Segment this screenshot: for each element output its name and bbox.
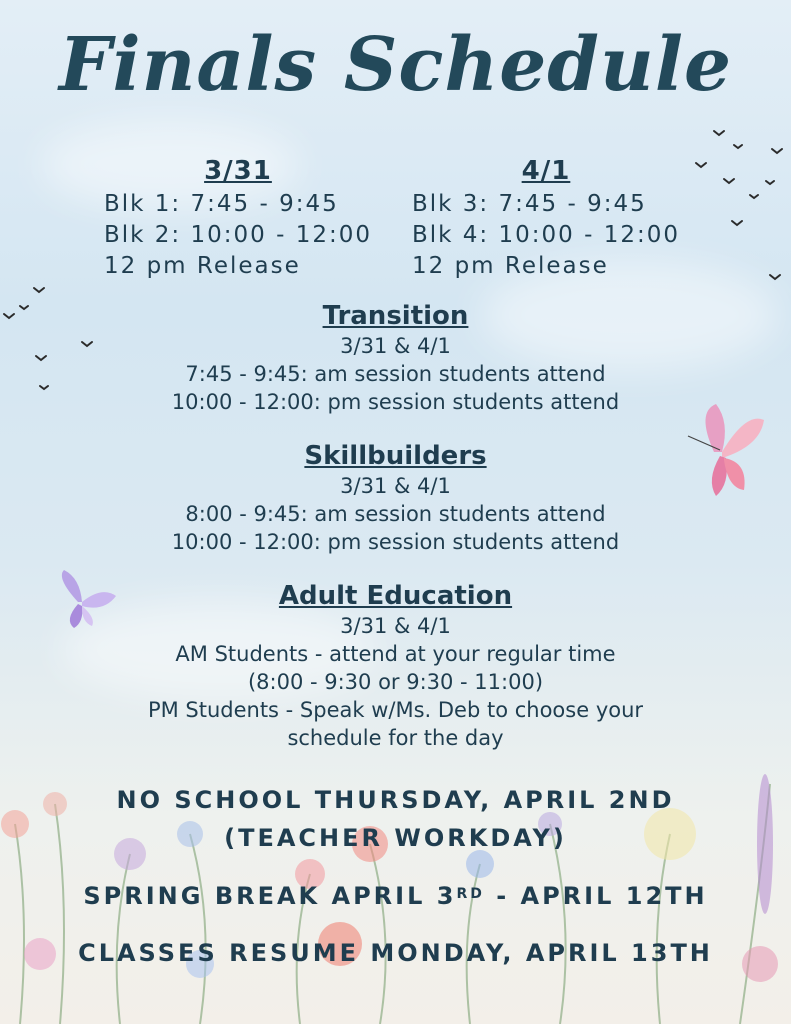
- adult-education-line: PM Students - Speak w/Ms. Deb to choose your: [147, 698, 644, 722]
- butterfly-icon: [52, 568, 118, 630]
- day2-heading: 4/1: [521, 156, 571, 186]
- skillbuilders-line: 10:00 - 12:00: pm session students attend: [171, 530, 620, 554]
- transition-line: 7:45 - 9:45: am session students attend: [185, 362, 606, 386]
- transition-heading: Transition: [322, 301, 469, 331]
- no-school-notice: NO SCHOOL THURSDAY, APRIL 2ND: [116, 786, 675, 814]
- spring-break-text: SPRING BREAK APRIL 3: [83, 882, 457, 910]
- adult-education-heading: Adult Education: [278, 581, 513, 611]
- teacher-workday-notice: (TEACHER WORKDAY): [224, 824, 567, 852]
- skillbuilders-line: 8:00 - 9:45: am session students attend: [185, 502, 606, 526]
- day2-line: 12 pm Release: [412, 253, 609, 279]
- bird-flock-right: [690, 125, 790, 285]
- day2-schedule: [412, 156, 680, 282]
- skillbuilders-heading: Skillbuilders: [304, 441, 487, 471]
- day2-line: Blk 4: 10:00 - 12:00: [412, 222, 680, 248]
- classes-resume-notice: CLASSES RESUME MONDAY, APRIL 13TH: [78, 939, 713, 967]
- transition-line: 10:00 - 12:00: pm session students attend: [171, 390, 620, 414]
- spring-break-text-end: - APRIL 12TH: [484, 882, 708, 910]
- adult-education-line: 3/31 & 4/1: [340, 614, 451, 638]
- adult-education-section: [0, 580, 791, 752]
- skillbuilders-line: 3/31 & 4/1: [340, 474, 451, 498]
- adult-education-line: schedule for the day: [287, 726, 504, 750]
- adult-education-line: AM Students - attend at your regular time: [175, 642, 616, 666]
- day1-schedule: [104, 156, 372, 282]
- transition-line: 3/31 & 4/1: [340, 334, 451, 358]
- adult-education-line: (8:00 - 9:30 or 9:30 - 11:00): [247, 670, 544, 694]
- butterfly-icon: [686, 402, 768, 502]
- day1-line: Blk 1: 7:45 - 9:45: [104, 191, 339, 217]
- bird-flock-left: [0, 280, 110, 400]
- spring-break-notice: [0, 878, 791, 914]
- page-title: Finals Schedule: [58, 22, 733, 108]
- day1-line: 12 pm Release: [104, 253, 301, 279]
- day1-heading: 3/31: [204, 156, 272, 186]
- spring-break-superscript: RD: [456, 886, 485, 902]
- day2-line: Blk 3: 7:45 - 9:45: [412, 191, 647, 217]
- transition-section: [0, 300, 791, 416]
- day1-line: Blk 2: 10:00 - 12:00: [104, 222, 372, 248]
- skillbuilders-section: [0, 440, 791, 556]
